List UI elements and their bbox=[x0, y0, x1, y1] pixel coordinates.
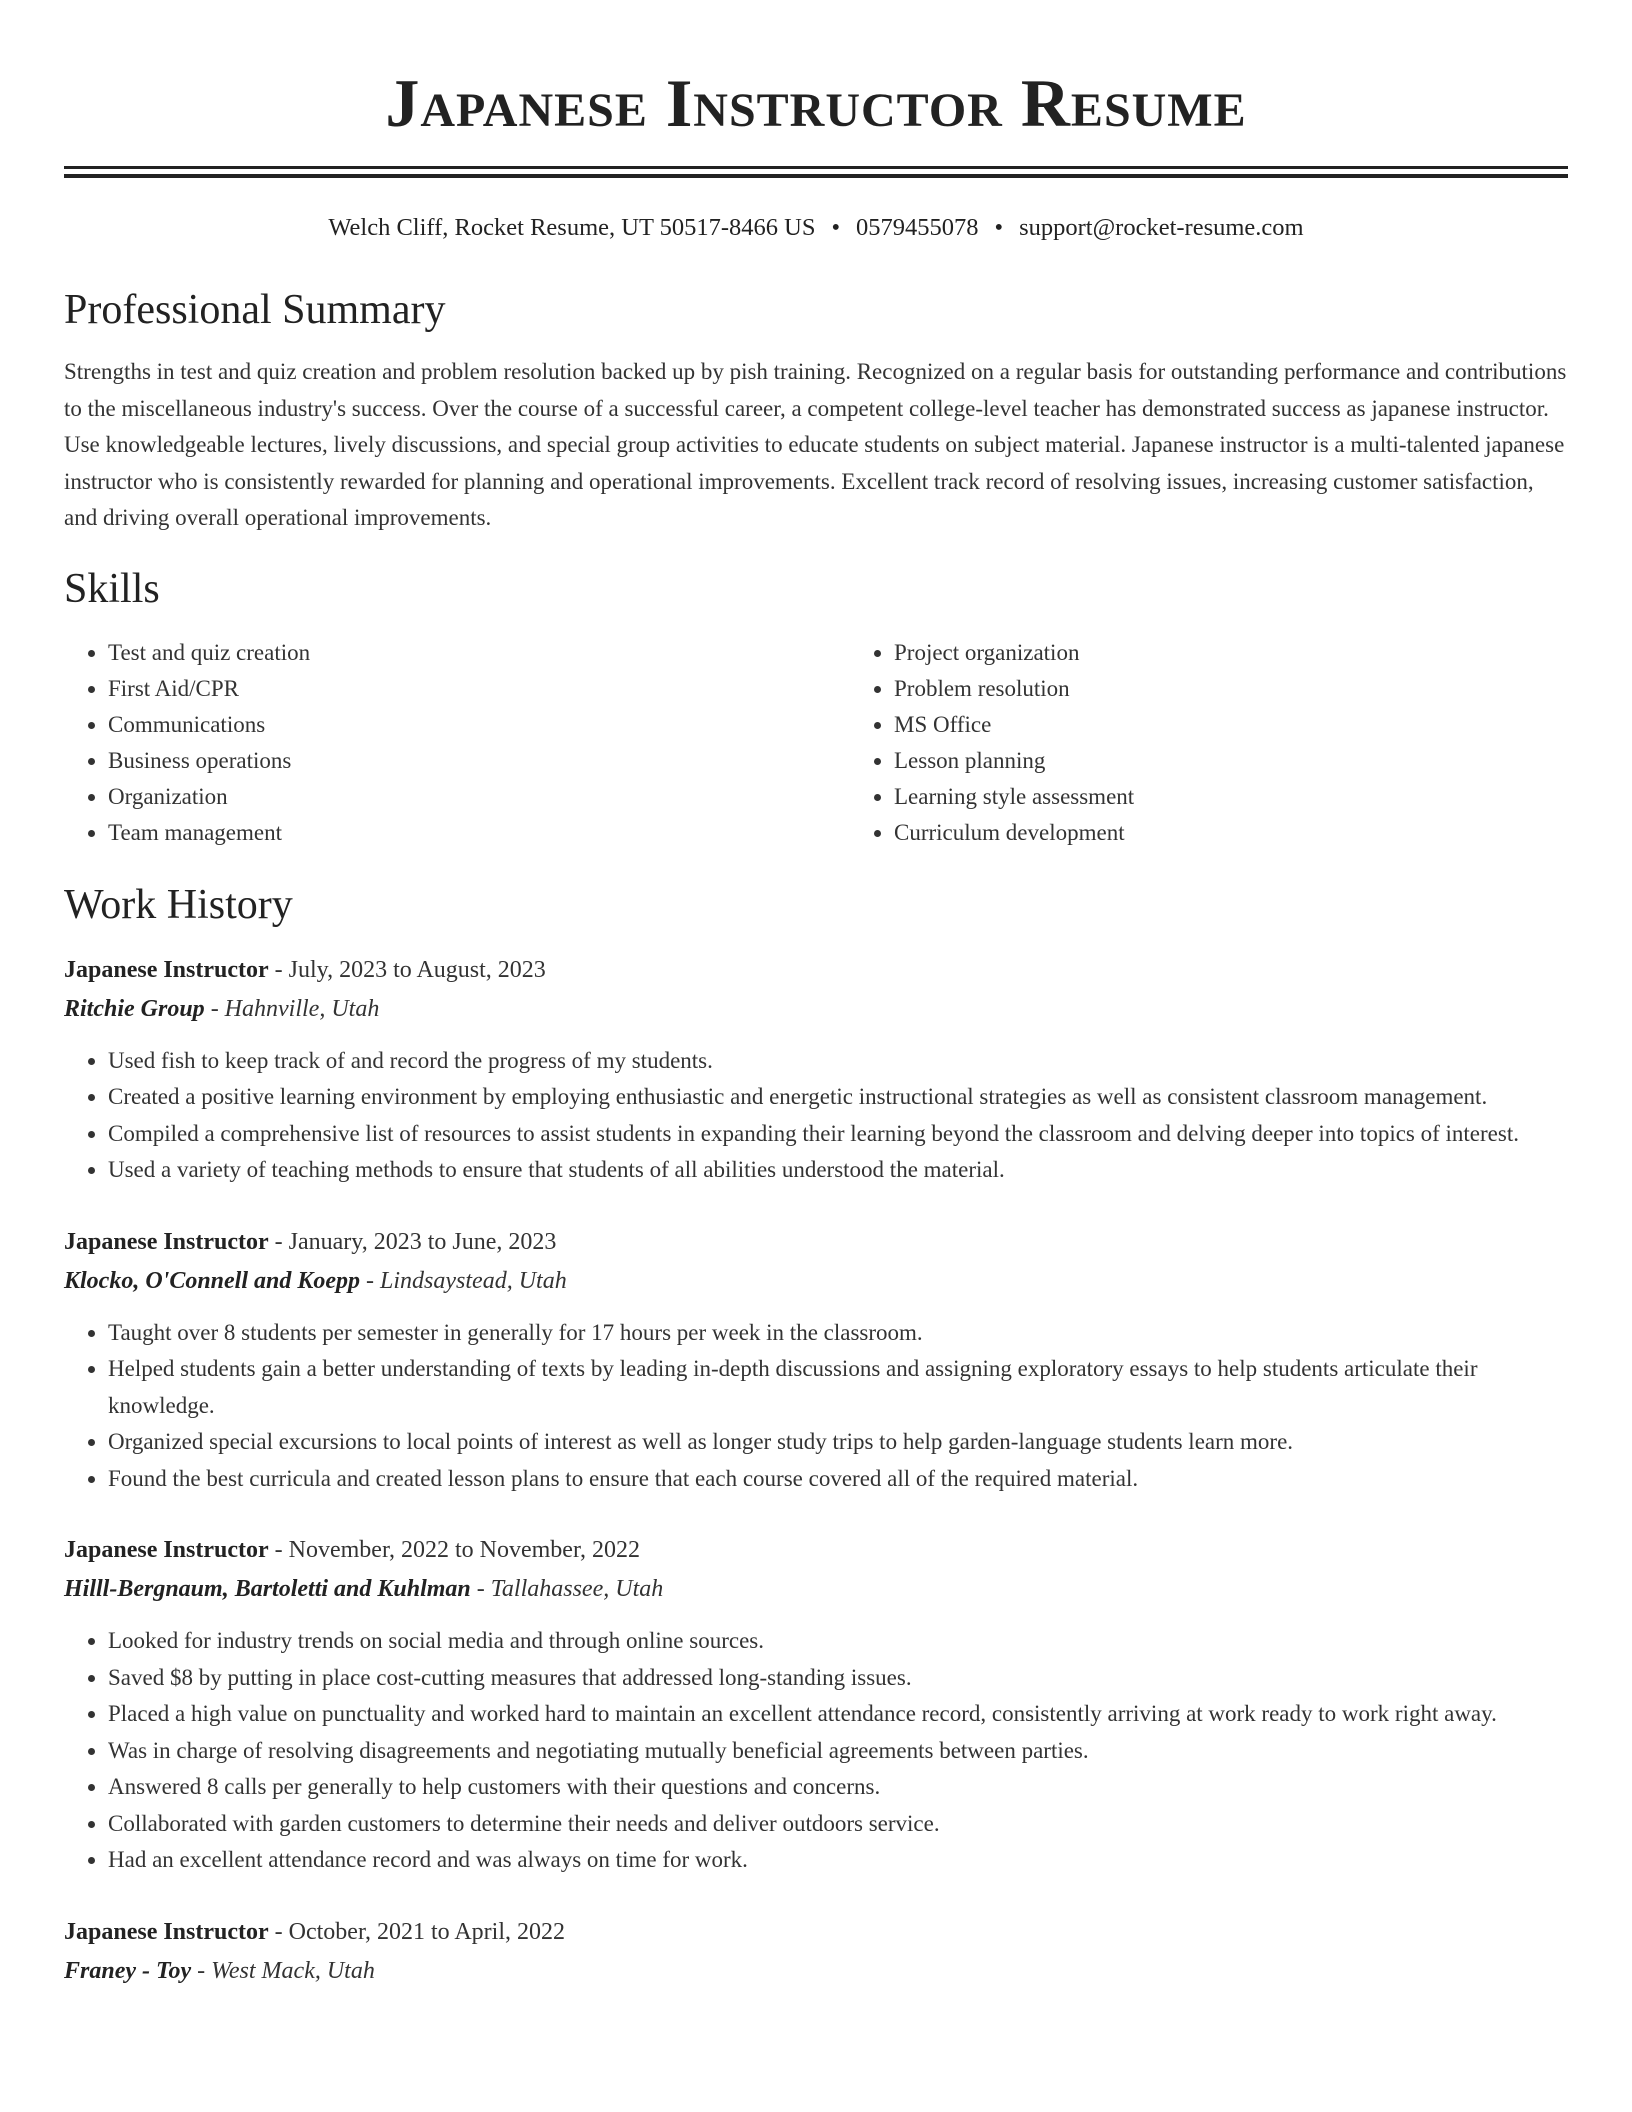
skills-list-right bbox=[850, 635, 1544, 851]
job-role: Japanese Instructor bbox=[64, 1228, 269, 1255]
job-location: - West Mack, Utah bbox=[191, 1957, 375, 1984]
job-bullets bbox=[64, 1623, 1568, 1879]
contact-email: support@rocket-resume.com bbox=[1019, 214, 1304, 241]
job-bullets bbox=[64, 1315, 1568, 1498]
resume-title: Japanese Instructor Resume bbox=[385, 65, 1247, 141]
job-bullet: • Answered 8 calls per generally to help customers with their questions and concerns. bbox=[108, 1769, 1568, 1806]
job-location: - Lindsaystead, Utah bbox=[360, 1267, 567, 1294]
job-company: Hilll-Bergnaum, Bartoletti and Kuhlman bbox=[64, 1576, 471, 1602]
job-entry bbox=[64, 1531, 1568, 1879]
job-location: - Tallahassee, Utah bbox=[470, 1576, 664, 1602]
job-bullet: • Created a positive learning environment by employing enthusiastic and energetic instructional strategies as well as consistent classroom management. bbox=[108, 1079, 1568, 1116]
job-company-line bbox=[64, 989, 1568, 1029]
job-company-line bbox=[64, 1261, 1568, 1301]
job-bullet: • Collaborated with garden customers to determine their needs and deliver outdoors service. bbox=[108, 1806, 1568, 1843]
job-bullet: • Looked for industry trends on social media and through online sources. bbox=[108, 1623, 1568, 1660]
job-dates: - November, 2022 to November, 2022 bbox=[268, 1537, 640, 1563]
skill-item: • Problem resolution bbox=[894, 671, 1544, 707]
job-bullet: • Placed a high value on punctuality and worked hard to maintain an excellent attendance record, consistently arriving at work ready to work right away. bbox=[108, 1696, 1568, 1733]
job-title-line bbox=[64, 951, 1568, 989]
title-divider-top bbox=[64, 166, 1568, 169]
job-role: Japanese Instructor bbox=[64, 1537, 269, 1563]
job-bullet: • Was in charge of resolving disagreements and negotiating mutually beneficial agreements between parties. bbox=[108, 1733, 1568, 1770]
skill-item: • Organization bbox=[108, 779, 850, 815]
skill-item: • Learning style assessment bbox=[894, 779, 1544, 815]
job-role: Japanese Instructor bbox=[64, 1918, 269, 1945]
contact-separator: • bbox=[994, 214, 1004, 241]
skills-grid bbox=[64, 635, 1568, 851]
contact-separator: • bbox=[831, 214, 841, 241]
job-bullets bbox=[64, 1043, 1568, 1189]
job-dates: - July, 2023 to August, 2023 bbox=[268, 956, 546, 983]
resume-page bbox=[64, 0, 1568, 1991]
job-company: Ritchie Group bbox=[64, 995, 205, 1022]
job-dates: - January, 2023 to June, 2023 bbox=[268, 1228, 557, 1255]
skill-item: • Curriculum development bbox=[894, 815, 1544, 851]
skills-list-left bbox=[64, 635, 850, 851]
summary-heading: Professional Summary bbox=[64, 287, 446, 333]
summary-text: Strengths in test and quiz creation and problem resolution backed up by pish training. Recognized on a regular basis for outstanding performance and contributions to the miscellaneous industry's success. Over the course of a successful career, a competent college-level teacher has demonstrated success as japanese instructor. Use knowledgeable lectures, lively discussions, and special group activities to educate students on subject material. Japanese instructor is a multi-talented japanese instructor who is consistently rewarded for planning and operational improvements. Excellent track record of resolving issues, increasing customer satisfaction, and driving overall operational improvements. bbox=[64, 359, 1567, 530]
job-title-line bbox=[64, 1531, 1568, 1569]
job-entry bbox=[64, 1913, 1568, 1991]
job-bullet: • Taught over 8 students per semester in generally for 17 hours per week in the classroom. bbox=[108, 1315, 1568, 1352]
job-role: Japanese Instructor bbox=[64, 956, 269, 983]
title-divider-bottom bbox=[64, 174, 1568, 178]
skill-item: • First Aid/CPR bbox=[108, 671, 850, 707]
job-bullet: • Saved $8 by putting in place cost-cutting measures that addressed long-standing issues. bbox=[108, 1660, 1568, 1697]
skill-item: • Communications bbox=[108, 707, 850, 743]
job-company-line bbox=[64, 1569, 1568, 1609]
skill-item: • Project organization bbox=[894, 635, 1544, 671]
job-bullet: • Compiled a comprehensive list of resources to assist students in expanding their learning beyond the classroom and delving deeper into topics of interest. bbox=[108, 1116, 1568, 1153]
job-bullet: • Found the best curricula and created lesson plans to ensure that each course covered all of the required material. bbox=[108, 1461, 1568, 1498]
job-dates: - October, 2021 to April, 2022 bbox=[268, 1918, 565, 1945]
job-company: Klocko, O'Connell and Koepp bbox=[64, 1267, 361, 1294]
skill-item: • Team management bbox=[108, 815, 850, 851]
job-bullet: • Used fish to keep track of and record the progress of my students. bbox=[108, 1043, 1568, 1080]
job-company: Franey - Toy bbox=[64, 1957, 192, 1984]
job-bullet: • Had an excellent attendance record and was always on time for work. bbox=[108, 1842, 1568, 1879]
job-entry bbox=[64, 1223, 1568, 1498]
skill-item: • Business operations bbox=[108, 743, 850, 779]
skill-item: • Test and quiz creation bbox=[108, 635, 850, 671]
skills-heading: Skills bbox=[64, 565, 160, 612]
work-history-heading: Work History bbox=[64, 881, 293, 928]
contact-address: Welch Cliff, Rocket Resume, UT 50517-8466 US bbox=[328, 214, 816, 241]
job-company-line bbox=[64, 1951, 1568, 1991]
job-bullet: • Organized special excursions to local points of interest as well as longer study trips to help garden-language students learn more. bbox=[108, 1424, 1568, 1461]
job-title-line bbox=[64, 1223, 1568, 1261]
contact-phone: 0579455078 bbox=[856, 214, 979, 241]
job-bullet: • Helped students gain a better understanding of texts by leading in-depth discussions and assigning exploratory essays to help students articulate their knowledge. bbox=[108, 1351, 1568, 1424]
contact-line bbox=[64, 212, 1568, 244]
skill-item: • MS Office bbox=[894, 707, 1544, 743]
job-location: - Hahnville, Utah bbox=[204, 995, 380, 1022]
job-title-line bbox=[64, 1913, 1568, 1951]
job-bullet: • Used a variety of teaching methods to ensure that students of all abilities understood the material. bbox=[108, 1152, 1568, 1189]
job-entry bbox=[64, 951, 1568, 1189]
skill-item: • Lesson planning bbox=[894, 743, 1544, 779]
